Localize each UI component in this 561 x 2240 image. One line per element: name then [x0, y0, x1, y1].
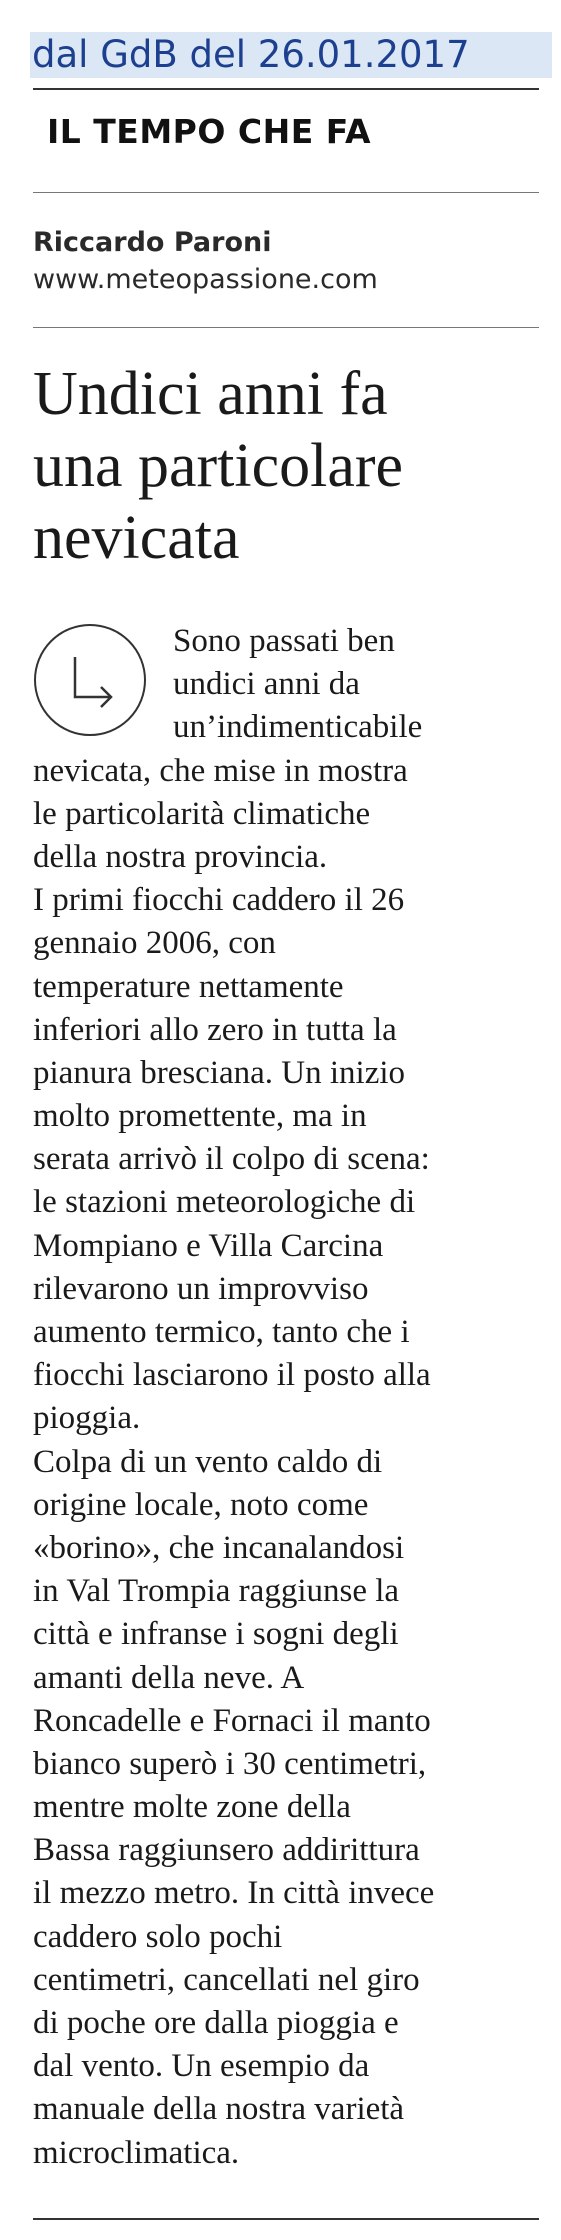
headline	[33, 358, 548, 574]
body-line: il mezzo metro. In città invece	[33, 1875, 435, 1912]
body-line: «borino», che incanalandosi	[33, 1529, 405, 1566]
body-line: mentre molte zone della	[33, 1789, 351, 1826]
body-line: serata arrivò il colpo di scena:	[33, 1141, 430, 1178]
body-line: aumento termico, tanto che i	[33, 1314, 410, 1350]
headline-line: Undici anni fa	[33, 360, 388, 428]
body-line: Bassa raggiunsero addirittura	[33, 1832, 420, 1869]
body-line: pianura bresciana. Un inizio	[33, 1054, 406, 1091]
body-line: dal vento. Un esempio da	[33, 2048, 370, 2085]
headline-line: una particolare	[33, 432, 404, 500]
body-line: bianco superò i 30 centimetri,	[33, 1745, 427, 1782]
body-line: in Val Trompia raggiunse la	[33, 1573, 400, 1610]
body-line: molto promettente, ma in	[33, 1098, 367, 1135]
body-line: gennaio 2006, con	[33, 925, 276, 962]
body-line: le stazioni meteorologiche di	[33, 1184, 416, 1221]
body-line: inferiori allo zero in tutta la	[33, 1011, 397, 1048]
body-line: Sono passati ben	[173, 623, 395, 659]
body-line: rilevarono un improvviso	[33, 1270, 369, 1307]
body-line: microclimatica.	[33, 2134, 240, 2171]
author-website: www.meteopassione.com	[33, 264, 378, 295]
body-line: un’indimenticabile	[173, 709, 423, 746]
body-line: di poche ore dalla pioggia e	[33, 2005, 399, 2041]
body-line: origine locale, noto come	[33, 1486, 369, 1523]
top-rule	[33, 88, 539, 90]
body-line: pioggia.	[33, 1400, 141, 1437]
body-line: undici anni da	[173, 666, 360, 703]
byline-divider	[33, 327, 539, 328]
body-line: centimetri, cancellati nel giro	[33, 1961, 420, 1998]
body-line: I primi fiocchi caddero il 26	[33, 882, 405, 919]
author-name: Riccardo Paroni	[33, 227, 272, 258]
body-line: Mompiano e Villa Carcina	[33, 1227, 384, 1264]
source-tag: dal GdB del 26.01.2017	[30, 32, 552, 78]
body-line: le particolarità climatiche	[33, 795, 371, 832]
body-line: amanti della neve. A	[33, 1659, 305, 1696]
body-line: Colpa di un vento caldo di	[33, 1443, 383, 1480]
body-line: temperature nettamente	[33, 968, 344, 1005]
section-title: IL TEMPO CHE FA	[47, 112, 372, 151]
body-line: città e infranse i sogni degli	[33, 1616, 399, 1653]
headline-line: nevicata	[33, 504, 240, 572]
body-line: della nostra provincia.	[33, 838, 328, 875]
body-line: fiocchi lasciarono il posto alla	[33, 1357, 431, 1394]
bottom-rule	[33, 2218, 539, 2220]
body-line: Roncadelle e Fornaci il manto	[33, 1702, 431, 1739]
body-line: manuale della nostra varietà	[33, 2091, 405, 2128]
section-divider	[33, 192, 539, 193]
body-line: caddero solo pochi	[33, 1918, 283, 1955]
article-body	[33, 620, 548, 2175]
body-line: nevicata, che mise in mostra	[33, 752, 408, 789]
